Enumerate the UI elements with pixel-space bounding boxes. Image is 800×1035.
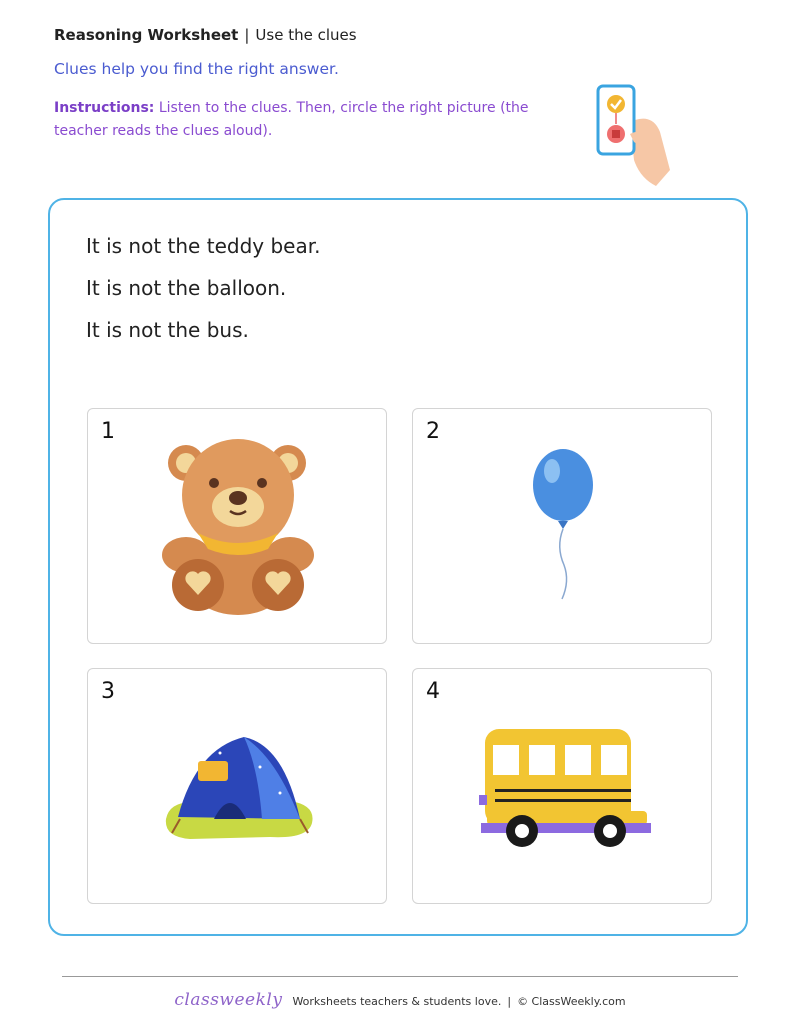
instructions-label: Instructions: [54,100,155,116]
option-number: 1 [101,419,115,444]
clue-2: It is not the balloon. [86,276,287,300]
option-school-bus[interactable] [412,668,712,904]
worksheet-subtitle: Use the clues [255,26,357,44]
clue-1: It is not the teddy bear. [86,234,321,258]
footer-tagline: Worksheets teachers & students love. [292,995,502,1008]
worksheet-title: Reasoning Worksheet [54,26,239,44]
tagline: Clues help you find the right answer. [54,60,339,78]
footer [0,990,800,1010]
instructions [54,97,574,143]
option-balloon[interactable] [412,408,712,644]
option-teddy-bear[interactable] [87,408,387,644]
brand-logo: classweekly [174,990,283,1010]
teddy-bear-icon [156,437,321,617]
worksheet-header [54,26,357,44]
option-number: 4 [426,679,440,704]
clue-3: It is not the bus. [86,318,249,342]
footer-divider [62,976,738,977]
option-tent[interactable] [87,668,387,904]
instructions-text: Listen to the clues. Then, circle the right picture (the teacher reads the clues aloud). [54,100,529,139]
school-bus-icon [479,723,654,853]
tent-icon [160,727,320,847]
header-separator: | [244,26,250,44]
option-number: 3 [101,679,115,704]
footer-copyright: © ClassWeekly.com [517,995,626,1008]
balloon-icon [528,447,598,607]
footer-separator: | [507,995,512,1008]
phone-hand-icon [590,82,680,192]
option-number: 2 [426,419,440,444]
